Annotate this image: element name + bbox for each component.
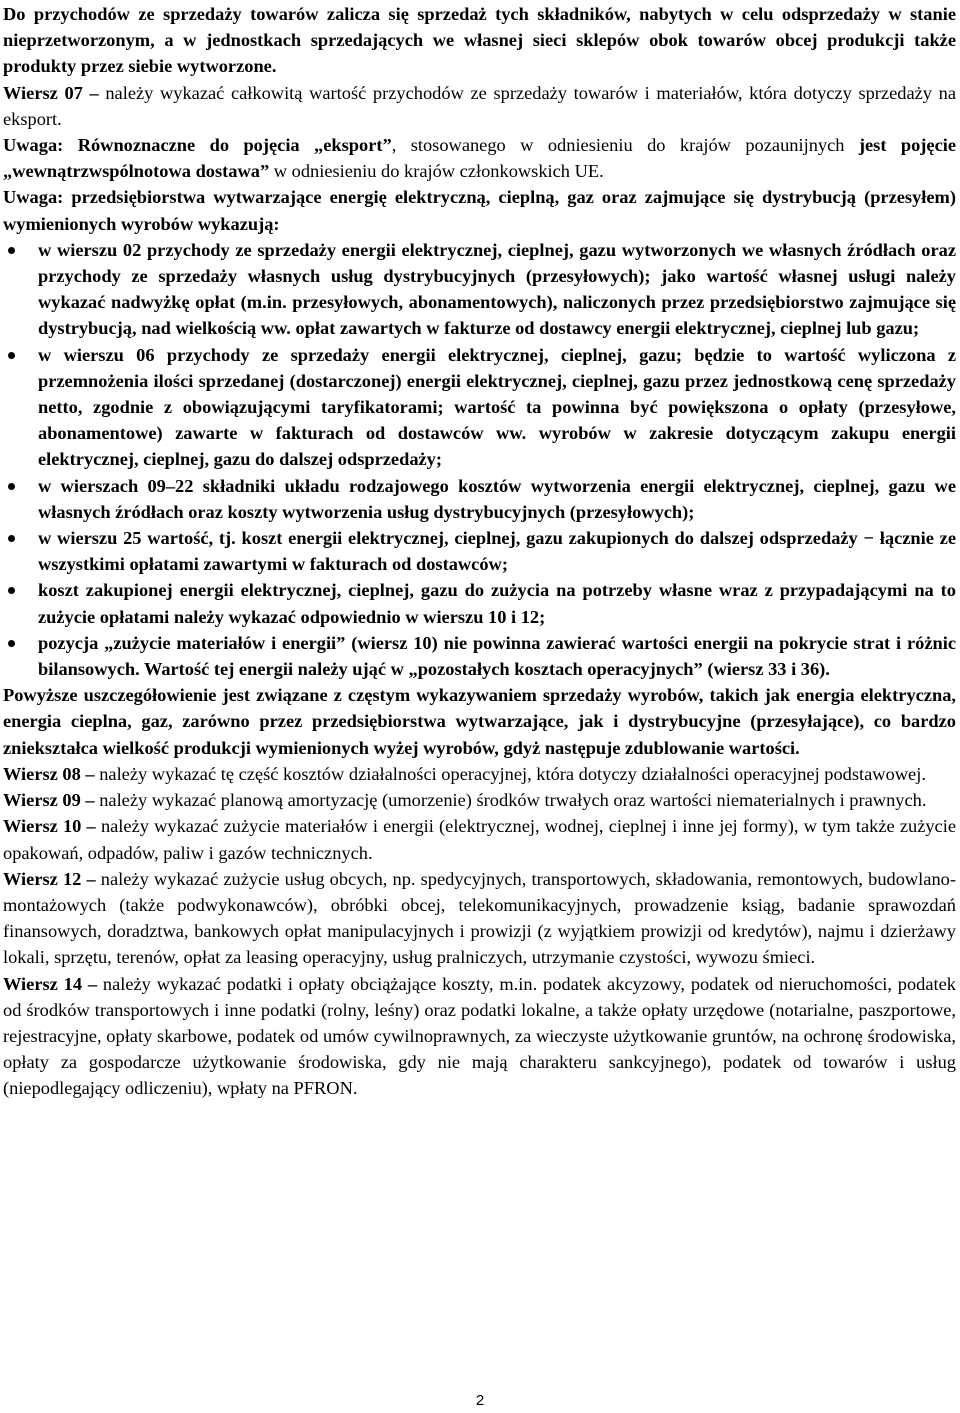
note-text-1: , stosowanego w odniesieniu do krajów pozaunijnych [391,135,859,156]
energy-bullet-list [3,237,956,682]
bullet-icon [8,247,15,254]
row-description: należy wykazać zużycie materiałów i energii (elektrycznej, wodnej, cieplnej i inne jej formy), w tym także zużycie opakowań, odpadów, paliw i gazów technicznych. [3,816,956,863]
list-item [3,237,956,342]
row-description: należy wykazać planową amortyzację (umorzenie) środków trwałych oraz wartości niematerialnych i prawnych. [94,790,927,811]
paragraph-clarification: Powyższe uszczegółowienie jest związane z częstym wykazywaniem sprzedaży wyrobów, takich jak energia elektryczna, energia cieplna, gaz, zarówno przez przedsiębiorstwa wytwarzające, jak i dystrybucyjne (przesyłające), co bardzo zniekształca wielkość produkcji wymienionych wyżej wyrobów, gdyż następuje zdublowanie wartości. [3,685,956,758]
list-item-text: w wierszu 25 wartość, tj. koszt energii elektrycznej, cieplnej, gazu zakupionych do dalszej odsprzedaży − łącznie ze wszystkimi opłatami zawartymi w fakturach od dostawców; [38,528,956,575]
paragraph-sales-of-goods [3,1,956,80]
note-bold-1: Uwaga: Równoznaczne do pojęcia „eksport” [3,135,392,156]
page-number: 2 [475,1392,485,1409]
list-item-text: w wierszach 09–22 składniki układu rodzajowego kosztów wytworzenia energii elektrycznej, cieplnej, gazu we własnych źródłach oraz koszty wytworzenia usług dystrybucyjnych (przesyłowych); [38,475,956,522]
bullet-icon [8,535,15,542]
document-page [3,0,956,1102]
row-description: należy wykazać tę część kosztów działalności operacyjnej, która dotyczy działalności operacyjnej podstawowej. [94,763,926,784]
paragraph-row-07 [3,80,956,132]
paragraph-note-energy: Uwaga: przedsiębiorstwa wytwarzające energię elektryczną, cieplną, gaz oraz zajmujące się dystrybucją (przesyłem) wymienionych wyrobów wykazują: [3,187,956,234]
list-item [3,577,956,629]
bullet-icon [8,640,15,647]
row-description: należy wykazać całkowitą wartość przychodów ze sprzedaży towarów i materiałów, która dotyczy sprzedaży na eksport. [3,82,956,129]
row-description: należy wykazać podatki i opłaty obciążające koszty, m.in. podatek akcyzowy, podatek od nieruchomości, podatek od środków transportowych i inne podatki (rolny, leśny) oraz podatki lokalne, a także opłaty urzędowe (notarialne, paszportowe, rejestracyjne, opłaty skarbowe, podatek od umów cywilnoprawnych, za wieczyste użytkowanie gruntów, na ochronę środowiska, opłaty za gospodarcze użytkowanie środowiska, gdy nie mają charakteru sankcyjnego), podatek od towarów i usług (niepodlegający odliczeniu), wpłaty na PFRON. [3,973,956,1099]
row-label: Wiersz 14 – [3,973,98,994]
paragraph-bold-text: Do przychodów ze sprzedaży towarów zalicza się sprzedaż tych składników, nabytych w celu odsprzedaży w stanie nieprzetworzonym, a w jednostkach sprzedających we własnej sieci sklepów obok towarów obcej produkcji także produkty przez siebie wytworzone. [3,4,956,77]
row-label: Wiersz 09 – [3,790,95,811]
paragraph-row-10 [3,813,956,865]
paragraph-note-export [3,132,956,184]
row-label: Wiersz 08 – [3,763,95,784]
row-description: należy wykazać zużycie usług obcych, np. spedycyjnych, transportowych, składowania, remontowych, budowlano-montażowych (także podwykonawców), obróbki obcej, telekomunikacyjnych, prowadzenie ksiąg, badanie sprawozdań finansowych, doradztwa, bankowych opłat manipulacyjnych i prowizji (z wyjątkiem prowizji od kredytów), najmu i dzierżawy lokali, sprzętu, terenów, opłat za leasing operacyjny, usług pralniczych, utrzymanie czystości, wywozu śmieci. [3,868,956,968]
list-item-text: w wierszu 06 przychody ze sprzedaży energii elektrycznej, cieplnej, gazu; będzie to wartość wyliczona z przemnożenia ilości sprzedanej (dostarczonej) energii elektrycznej, cieplnej, gazu przez jednostkową cenę sprzedaży netto, zgodnie z obowiązującymi taryfikatorami; wartość ta powinna być powiększona o opłaty (przesyłowe, abonamentowe) zawarte w fakturach od dostawców ww. wyrobów w zakresie dotyczącym zakupu energii elektrycznej, cieplnej, gazu do dalszej odsprzedaży; [38,344,956,470]
row-label: Wiersz 10 – [3,816,96,837]
paragraph-row-12 [3,866,956,971]
bullet-icon [8,352,15,359]
paragraph-row-14 [3,971,956,1102]
list-item [3,525,956,577]
bullet-icon [8,587,15,594]
list-item [3,630,956,682]
list-item [3,473,956,525]
note-text-2: w odniesieniu do krajów członkowskich UE. [269,161,604,182]
note-bold-2: jest pojęcie „wewnątrzwspólnotowa dostawa” [3,135,957,182]
list-item-text: pozycja „zużycie materiałów i energii” (wiersz 10) nie powinna zawierać wartości energii na pokrycie strat i różnic bilansowych. Wartość tej energii należy ująć w „pozostałych kosztach operacyjnych” (wiersz 33 i 36). [38,632,956,680]
list-item [3,342,956,473]
bullet-icon [8,483,15,490]
paragraph-row-08 [3,761,956,787]
list-item-text: koszt zakupionej energii elektrycznej, cieplnej, gazu do zużycia na potrzeby własne wraz z przypadającymi na to zużycie opłatami należy wykazać odpowiednio w wierszu 10 i 12; [38,580,956,627]
list-item-text: w wierszu 02 przychody ze sprzedaży energii elektrycznej, cieplnej, gazu wytworzonych we własnych źródłach oraz przychody ze sprzedaży własnych usług dystrybucyjnych (przesyłowych); jako wartość własnej usługi należy wykazać nadwyżkę opłat (m.in. przesyłowych, abonamentowych), naliczonych przez przedsiębiorstwo zajmujące się dystrybucją, nad wielkością ww. opłat zawartych w fakturze od dostawcy energii elektrycznej, cieplnej lub gazu; [38,239,956,339]
row-label: Wiersz 12 – [3,868,96,889]
paragraph-row-09 [3,787,956,813]
row-label: Wiersz 07 – [3,82,99,103]
